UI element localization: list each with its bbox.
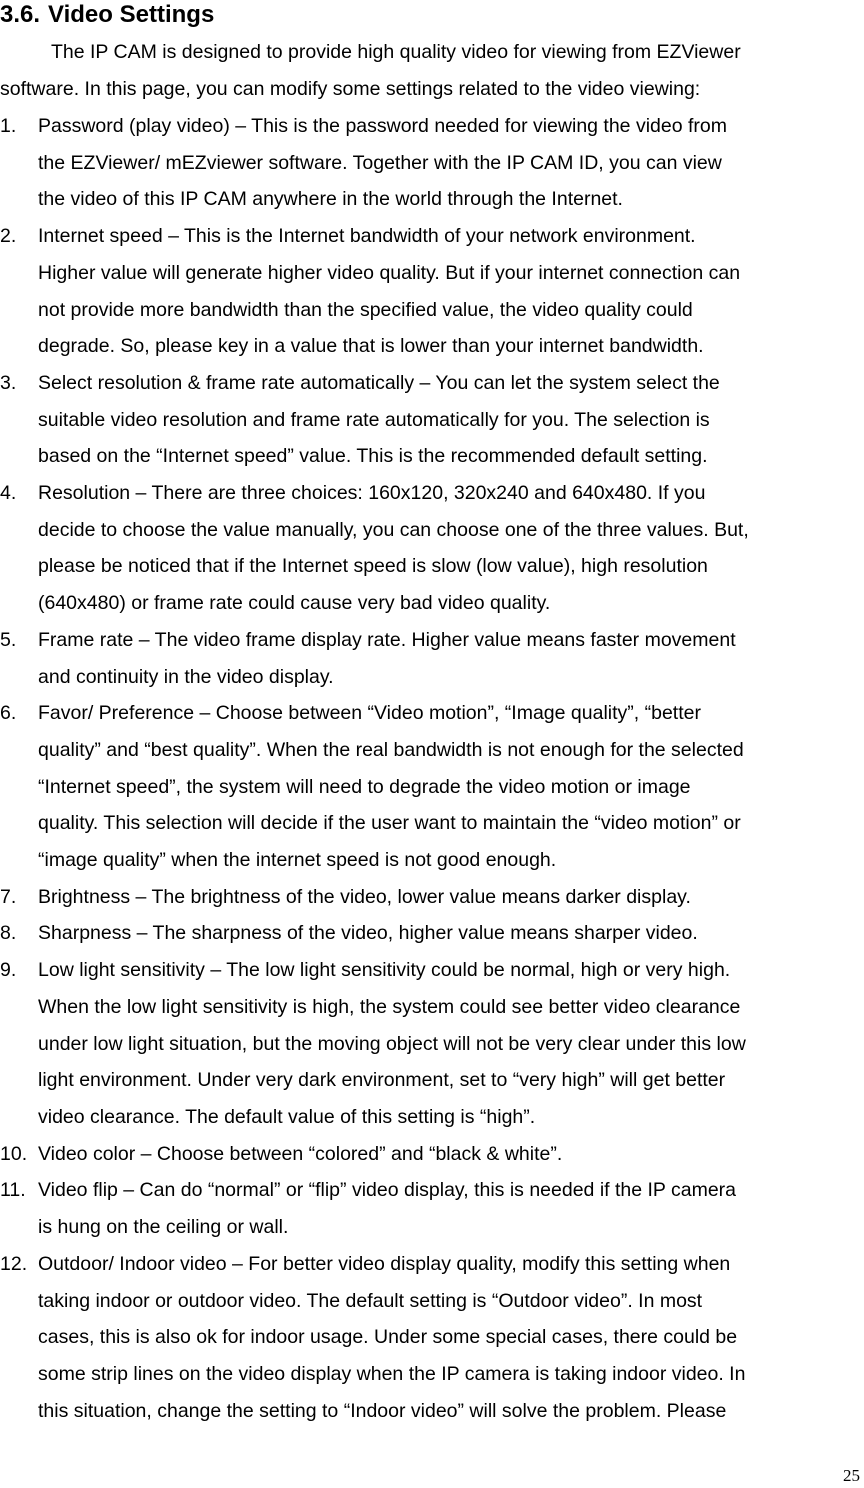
- list-item: [0, 365, 864, 475]
- intro-line: software. In this page, you can modify some settings related to the video viewing:: [0, 77, 701, 100]
- section-title: Video Settings: [48, 1, 215, 28]
- list-item-text-line: based on the “Internet speed” value. This is the recommended default setting.: [38, 445, 708, 468]
- list-item-text-line: Video flip – Can do “normal” or “flip” video display, this is needed if the IP camera: [38, 1179, 737, 1202]
- section-heading: [0, 0, 214, 30]
- list-item-text-line: “Internet speed”, the system will need to degrade the video motion or image: [38, 775, 691, 798]
- list-item-text-line: Password (play video) – This is the password needed for viewing the video from: [38, 115, 727, 137]
- list-item-text-line: taking indoor or outdoor video. The default setting is “Outdoor video”. In most: [38, 1289, 703, 1312]
- list-item-text-line: suitable video resolution and frame rate automatically for you. The selection is: [38, 408, 710, 431]
- list-item-text-line: not provide more bandwidth than the specified value, the video quality could: [38, 298, 693, 321]
- settings-list: [0, 108, 864, 1429]
- list-item-text-line: degrade. So, please key in a value that is lower than your internet bandwidth.: [38, 335, 704, 358]
- list-item: [0, 218, 864, 365]
- list-item-number: 2.: [0, 225, 17, 248]
- list-item-text-line: the video of this IP CAM anywhere in the world through the Internet.: [38, 188, 623, 211]
- list-item-text-line: Resolution – There are three choices: 160x120, 320x240 and 640x480. If you: [38, 482, 706, 505]
- list-item: [0, 952, 864, 1136]
- list-item-number: 9.: [0, 959, 17, 982]
- list-item-text-line: Outdoor/ Indoor video – For better video display quality, modify this setting when: [38, 1252, 731, 1275]
- list-item-text-line: cases, this is also ok for indoor usage. Under some special cases, there could be: [38, 1326, 738, 1349]
- list-item-number: 6.: [0, 702, 17, 725]
- list-item-text-line: video clearance. The default value of this setting is “high”.: [38, 1105, 536, 1128]
- list-item-text-line: light environment. Under very dark environment, set to “very high” will get better: [38, 1069, 726, 1092]
- list-item-text-line: quality” and “best quality”. When the real bandwidth is not enough for the selected: [38, 738, 744, 761]
- list-item-number: 10.: [0, 1142, 28, 1165]
- list-item-text-line: please be noticed that if the Internet speed is slow (low value), high resolution: [38, 555, 708, 578]
- list-item-text-line: When the low light sensitivity is high, the system could see better video clearance: [38, 995, 741, 1018]
- list-item: [0, 915, 864, 952]
- list-item-text-line: the EZViewer/ mEZviewer software. Together with the IP CAM ID, you can view: [38, 151, 722, 174]
- list-item-text-line: Internet speed – This is the Internet bandwidth of your network environment.: [38, 225, 696, 248]
- list-item: [0, 1172, 864, 1245]
- list-item-text-line: Higher value will generate higher video quality. But if your internet connection can: [38, 261, 741, 284]
- list-item-text-line: some strip lines on the video display when the IP camera is taking indoor video. In: [38, 1362, 746, 1385]
- list-item: [0, 475, 864, 622]
- page-number: 25: [843, 1466, 860, 1485]
- list-item: [0, 1246, 864, 1430]
- list-item: [0, 1136, 864, 1173]
- list-item-text-line: Select resolution & frame rate automatically – You can let the system select the: [38, 371, 720, 394]
- list-item: [0, 695, 864, 879]
- list-item-text-line: “image quality” when the internet speed is not good enough.: [38, 849, 557, 872]
- list-item-text-line: (640x480) or frame rate could cause very bad video quality.: [38, 592, 551, 615]
- list-item-text-line: Favor/ Preference – Choose between “Video motion”, “Image quality”, “better: [38, 702, 701, 725]
- list-item-text-line: this situation, change the setting to “Indoor video” will solve the problem. Please: [38, 1399, 727, 1422]
- list-item: [0, 108, 864, 218]
- section-number: 3.6.: [0, 1, 41, 28]
- list-item-text-line: and continuity in the video display.: [38, 665, 334, 688]
- list-item-text-line: quality. This selection will decide if the user want to maintain the “video motion” or: [38, 812, 741, 835]
- list-item-number: 8.: [0, 922, 17, 945]
- list-item-number: 11.: [0, 1179, 26, 1202]
- list-item-text-line: decide to choose the value manually, you can choose one of the three values. But,: [38, 518, 749, 541]
- list-item-number: 1.: [0, 115, 17, 137]
- list-item-number: 5.: [0, 628, 17, 651]
- intro-line: The IP CAM is designed to provide high quality video for viewing from EZViewer: [51, 41, 741, 63]
- list-item-number: 3.: [0, 371, 17, 394]
- list-item-number: 12.: [0, 1252, 28, 1275]
- list-item-text-line: is hung on the ceiling or wall.: [38, 1216, 289, 1239]
- list-item-text-line: Video color – Choose between “colored” and “black & white”.: [38, 1142, 563, 1165]
- list-item-text-line: under low light situation, but the moving object will not be very clear under this low: [38, 1032, 746, 1055]
- list-item: [0, 622, 864, 695]
- list-item-text-line: Low light sensitivity – The low light sensitivity could be normal, high or very high.: [38, 959, 731, 982]
- list-item-number: 4.: [0, 482, 17, 505]
- list-item-text-line: Frame rate – The video frame display rate. Higher value means faster movement: [38, 628, 736, 651]
- list-item-text-line: Brightness – The brightness of the video, lower value means darker display.: [38, 885, 691, 908]
- list-item-text-line: Sharpness – The sharpness of the video, higher value means sharper video.: [38, 922, 698, 945]
- list-item-number: 7.: [0, 885, 17, 908]
- intro-paragraph: [0, 34, 864, 107]
- list-item: [0, 879, 864, 916]
